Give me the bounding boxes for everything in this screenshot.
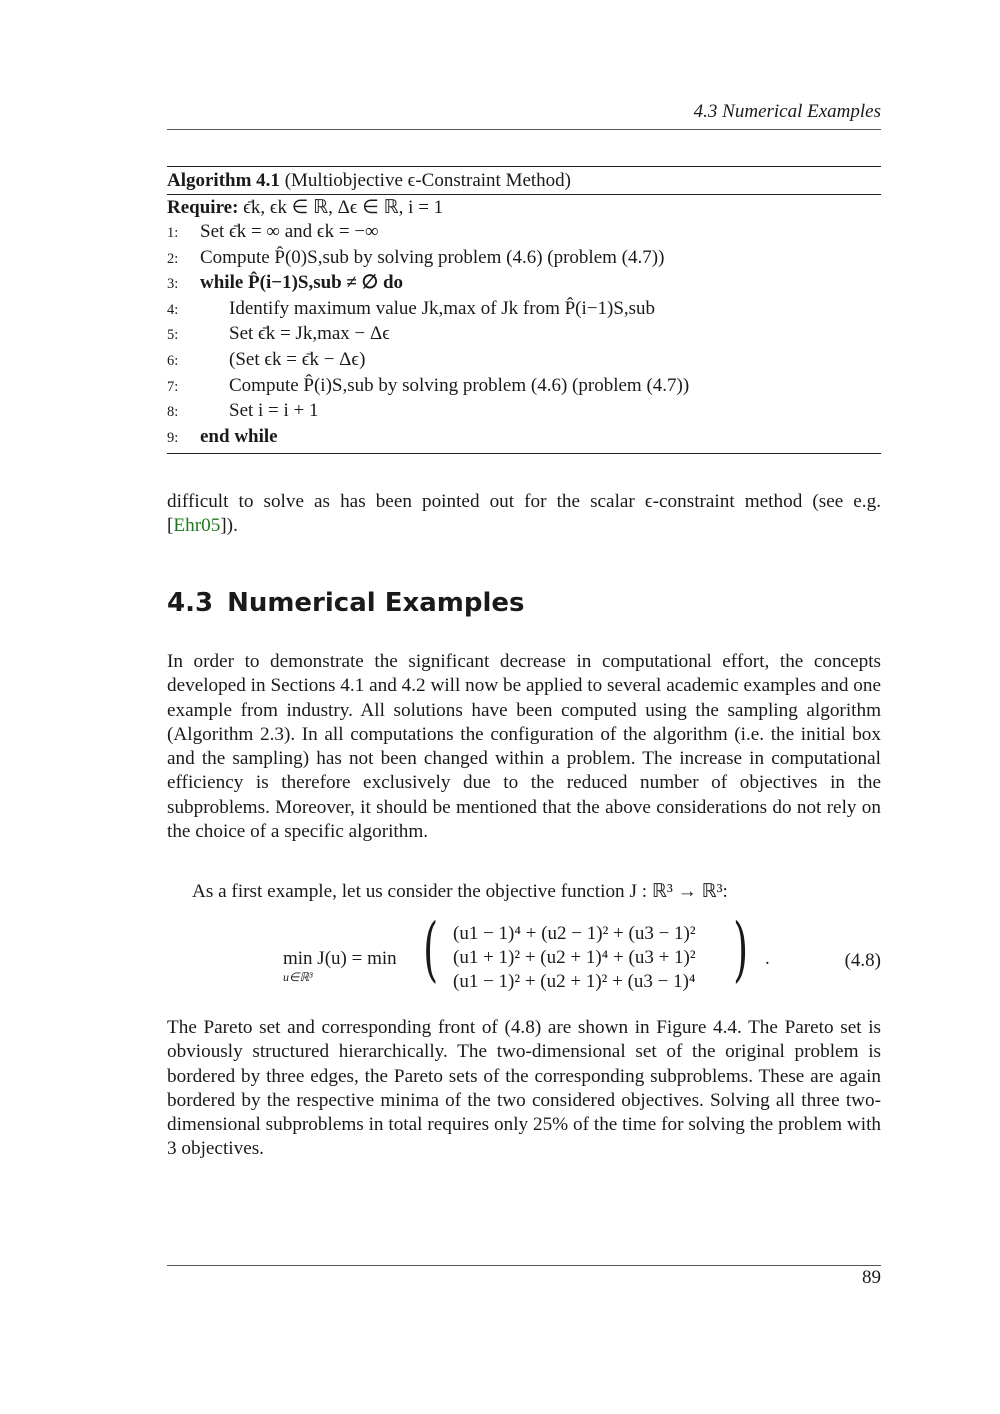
line-text: end while <box>200 425 278 447</box>
equation-lhs-text: min J(u) = min <box>283 948 397 969</box>
paragraph-example: As a first example, let us consider the objective function J : ℝ³ → ℝ³: <box>192 881 728 902</box>
algorithm-line <box>167 399 881 425</box>
page-number: 89 <box>862 1267 881 1288</box>
algorithm-line <box>167 246 881 272</box>
section-title: Numerical Examples <box>227 588 525 618</box>
algorithm-label: Algorithm 4.1 <box>167 170 280 191</box>
line-text: Set i = i + 1 <box>229 400 319 422</box>
section-heading <box>167 588 525 618</box>
line-number: 4: <box>167 301 179 318</box>
para1-text: difficult to solve as has been pointed out for the scalar ϵ-constraint method (see e.g. [ <box>167 491 881 537</box>
line-number: 9: <box>167 429 179 446</box>
algorithm-line <box>167 297 881 323</box>
section-number: 4.3 <box>167 588 214 618</box>
para1-text-end: ]). <box>220 515 238 537</box>
algorithm-lines <box>167 220 881 450</box>
footer-rule <box>167 1265 881 1266</box>
paragraph-continued <box>167 490 881 539</box>
line-text: Set ϵ̄k = Jk,max − Δϵ <box>229 323 390 345</box>
algorithm-line <box>167 348 881 374</box>
header-rule <box>167 129 881 130</box>
equation-rows <box>453 922 696 994</box>
line-number: 2: <box>167 250 179 267</box>
line-text: Compute P̂(0)S,sub by solving problem (4.6) (problem (4.7)) <box>200 246 665 268</box>
line-text: Compute P̂(i)S,sub by solving problem (4.6) (problem (4.7)) <box>229 374 690 396</box>
running-head: 4.3 Numerical Examples <box>693 101 881 122</box>
equation-number: (4.8) <box>844 950 881 971</box>
algorithm-bottom-rule <box>167 453 881 454</box>
algorithm-line <box>167 425 881 451</box>
line-number: 6: <box>167 352 179 369</box>
left-paren: ( <box>423 908 439 990</box>
citation-link[interactable]: Ehr05 <box>173 515 221 537</box>
algorithm-line <box>167 271 881 297</box>
paragraph-pareto: The Pareto set and corresponding front of (4.8) are shown in Figure 4.4. The Pareto set is obviously structured hierarchically. The two-dimensional set of the original problem is bordered by three edges, the Pareto sets of the corresponding subproblems. These are again bordered by the respective minima of the two considered objectives. Solving all three two-dimensional subproblems in total requires only 25% of the time for solving the problem with 3 objectives. <box>167 1017 881 1160</box>
equation-4-8 <box>167 908 881 1000</box>
line-number: 3: <box>167 276 179 293</box>
line-text: Set ϵ̄k = ∞ and ϵk = −∞ <box>200 221 379 242</box>
paragraph-intro: In order to demonstrate the significant decrease in computational effort, the concepts developed in Sections 4.1 and 4.2 will now be applied to several academic examples and one example from industry. All solutions have been computed using the sampling algorithm (Algorithm 2.3). In all computations the configuration of the algorithm (i.e. the initial box and the sampling) has not been changed within a problem. The increase in computational efficiency is therefore exclusively due to the reduced number of objectives in the subproblems. Moreover, it should be mentioned that the above considerations do not rely on the choice of a specific algorithm. <box>167 651 881 843</box>
algorithm-require <box>167 195 881 220</box>
algorithm-line <box>167 374 881 400</box>
line-number: 1: <box>167 225 179 241</box>
equation-row: (u1 − 1)² + (u2 + 1)² + (u3 − 1)⁴ <box>453 971 696 992</box>
line-number: 7: <box>167 378 179 395</box>
algorithm-title: (Multiobjective ϵ-Constraint Method) <box>284 170 571 191</box>
right-paren: ) <box>733 908 749 990</box>
equation-lhs <box>283 948 397 970</box>
equation-subscript: u∈ℝ³ <box>283 970 313 984</box>
equation-row: (u1 − 1)⁴ + (u2 − 1)² + (u3 − 1)² <box>453 923 696 944</box>
algorithm-caption <box>167 167 881 194</box>
algorithm-line <box>167 322 881 348</box>
require-label: Require: <box>167 197 239 218</box>
line-text: Identify maximum value Jk,max of Jk from P̂(i−1)S,sub <box>229 297 656 319</box>
algorithm-line <box>167 220 881 246</box>
equation-row: (u1 + 1)² + (u2 + 1)⁴ + (u3 + 1)² <box>453 947 696 968</box>
line-number: 5: <box>167 327 179 344</box>
line-number: 8: <box>167 404 179 421</box>
line-text: while P̂(i−1)S,sub ≠ ∅ do <box>200 272 404 294</box>
line-text: (Set ϵk = ϵ̄k − Δϵ) <box>229 348 366 370</box>
algorithm-box <box>167 166 881 454</box>
equation-period: . <box>765 948 770 969</box>
require-text: ϵ̄k, ϵk ∈ ℝ, Δϵ ∈ ℝ, i = 1 <box>243 197 444 218</box>
